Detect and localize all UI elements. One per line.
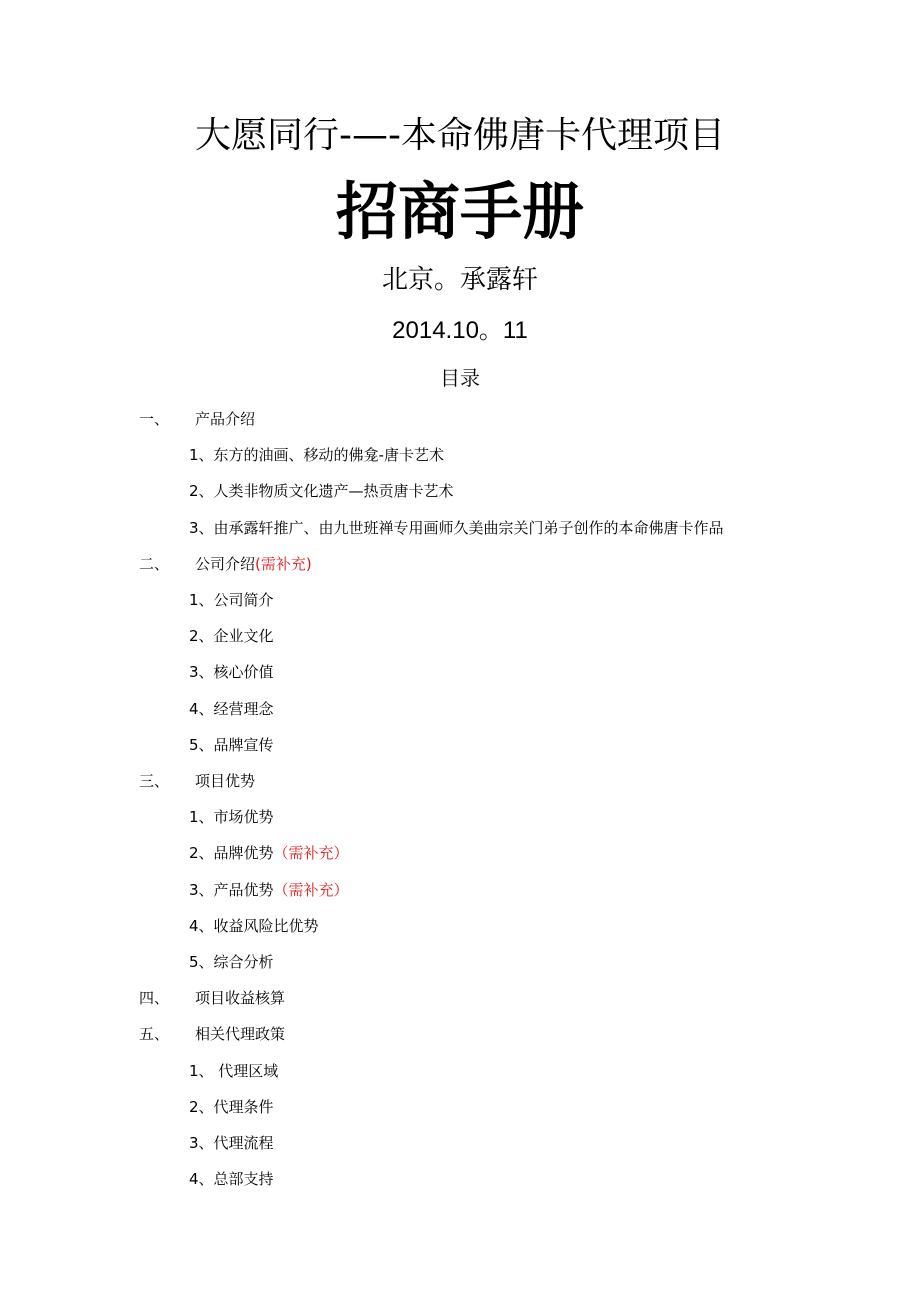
toc-item-text: 3、核心价值 — [189, 663, 274, 682]
toc-item-text-wrap — [189, 444, 444, 466]
toc-item-text: 3、产品优势 — [189, 880, 274, 899]
toc-item-text-wrap — [189, 1168, 274, 1190]
toc-item-text: 4、总部支持 — [189, 1170, 274, 1189]
toc-item-text-wrap — [189, 734, 274, 756]
toc-section-title: 项目优势 — [195, 772, 256, 790]
toc-item-note: （需补充） — [273, 844, 349, 863]
toc-item-text: 2、代理条件 — [189, 1097, 274, 1116]
toc-section-title-wrap — [195, 553, 312, 575]
toc-item-text: 4、经营理念 — [189, 699, 274, 718]
toc-item-text: 5、品牌宣传 — [189, 735, 274, 754]
toc-item-text: 3、代理流程 — [189, 1134, 274, 1152]
toc-item-text: 1、公司简介 — [189, 591, 274, 609]
document-subtitle: 北京。承露轩 — [381, 265, 538, 295]
toc-item-text-wrap — [189, 806, 274, 828]
document-date: 2014.10。11 — [392, 317, 528, 344]
toc-section-title-wrap — [195, 408, 255, 430]
toc-item-text-wrap — [189, 661, 274, 683]
toc-section-title: 产品介绍 — [195, 410, 256, 428]
toc-item-note: （需补充） — [273, 880, 349, 899]
toc-section-number: 三、 — [139, 772, 170, 790]
toc-item-text: 3、由承露轩推广、由九世班禅专用画师久美曲宗关门弟子创作的本命佛唐卡作品 — [189, 518, 724, 537]
toc-item-text-wrap — [189, 915, 319, 937]
toc-item-text: 1、市场优势 — [189, 808, 274, 827]
toc-section-title-wrap — [195, 1023, 285, 1045]
toc-item-text-wrap — [189, 1132, 274, 1154]
toc-item-text: 1、 代理区域 — [189, 1061, 279, 1080]
toc-section-title: 公司介绍 — [195, 554, 256, 573]
toc-item-text: 5、综合分析 — [189, 953, 274, 971]
toc-item-text: 1、东方的油画、移动的佛龛-唐卡艺术 — [189, 446, 444, 465]
document-title-line2: 招商手册 — [335, 175, 584, 248]
toc-section-number: 一、 — [139, 410, 170, 428]
toc-section-number: 五、 — [139, 1025, 170, 1044]
toc-section-number: 二、 — [139, 554, 170, 573]
toc-section-number: 四、 — [139, 989, 170, 1008]
toc-item-text: 2、品牌优势 — [189, 844, 274, 863]
toc-item-text-wrap — [189, 589, 274, 611]
toc-item-text-wrap — [189, 879, 349, 901]
toc-item-text-wrap — [189, 951, 274, 973]
toc-item-text-wrap — [189, 1096, 274, 1118]
toc-item-text-wrap — [189, 698, 274, 720]
document-title-line1: 大愿同行-—-本命佛唐卡代理项目 — [195, 115, 725, 156]
toc-section-title-wrap — [195, 987, 285, 1009]
toc-heading: 目录 — [440, 366, 480, 390]
toc-item-text-wrap — [189, 625, 274, 647]
toc-section-title-wrap — [195, 770, 255, 792]
toc-item-text-wrap — [189, 517, 724, 539]
toc-section-note: (需补充) — [255, 554, 312, 573]
toc-section-title: 项目收益核算 — [195, 989, 286, 1008]
toc-item-text-wrap — [189, 480, 454, 502]
toc-section-title: 相关代理政策 — [195, 1025, 286, 1044]
toc-item-text: 2、企业文化 — [189, 627, 274, 646]
toc-item-text: 2、人类非物质文化遗产—热贡唐卡艺术 — [189, 482, 454, 501]
toc-item-text-wrap — [189, 842, 349, 864]
toc-item-text-wrap — [189, 1060, 278, 1082]
toc-item-text: 4、收益风险比优势 — [189, 916, 319, 935]
